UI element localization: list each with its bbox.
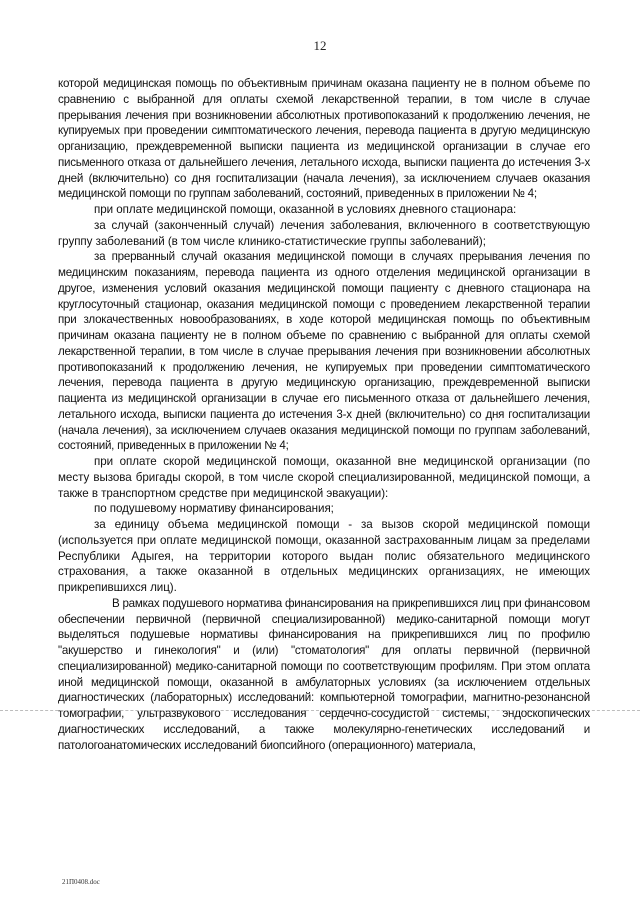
paragraph-emergency-care-intro: при оплате скорой медицинской помощи, оказанной вне медицинской организации (по месту вызова бригады скорой, в том числе скорой специализированной, медицинской помощи, а также в транспортном средстве при медицинской эвакуации): — [58, 455, 590, 500]
paragraph-interrupted-case: за прерванный случай оказания медицинской помощи в случаях прерывания лечения по медицинским показаниям, перевода пациента из одного отделения медицинской организации в другое, изменения условий оказания медицинской помощи пациенту с дневного стационара на круглосуточный стационар, оказания медицинской помощи с проведением лекарственной терапии при злокачественных новообразованиях, в ходе которой медицинская помощь по объективным причинам оказана пациенту не в полном объеме по сравнению с выбранной для оплаты схемой лекарственной терапии, в том числе в случае прерывания лечения при возникновении абсолютных противопоказаний к продолжению лечения, не купируемых при проведении симптоматического лечения, перевода пациента в другую медицинскую организацию, преждевременной выписки пациента из медицинской организации в случае его письменного отказа от дальнейшего лечения, летального исхода, выписки пациента до истечения 3-х дней (включительно) со дня госпитализации (начала лечения), за исключением случаев оказания медицинской помощи по группам заболеваний, состояний, приведенных в приложении № 4; — [58, 250, 590, 453]
paragraph-continuation: которой медицинская помощь по объективным причинам оказана пациенту не в полном объеме по сравнению с выбранной для оплаты схемой лекарственной терапии, в том числе в случае прерывания лечения при возникновении абсолютных противопоказаний к продолжению лечения, не купируемых при проведении симптоматического лечения, перевода пациента в другую медицинскую организацию, преждевременной выписки пациента из медицинской организации в случае его письменного отказа от дальнейшего лечения, летального исхода, выписки пациента до истечения 3-х дней (включительно) со дня госпитализации (начала лечения), за исключением случаев оказания медицинской помощи по группам заболеваний, состояний, приведенных в приложении № 4; — [58, 77, 590, 201]
page-number: 12 — [313, 38, 327, 53]
document-body — [58, 76, 590, 753]
paragraph-per-capita-standard: В рамках подушевого норматива финансирования на прикрепившихся лиц при финансовом обеспечении первичной (первичной специализированной) медико-санитарной помощи могут выделяться подушевые нормативы финансирования на прикрепившихся лиц по профилю "акушерство и гинекология" и (или) "стоматология" для оплаты первичной (первичной специализированной) медико-санитарной помощи по соответствующим профилям. При этом оплата иной медицинской помощи, оказанной в амбулаторных условиях (за исключением отдельных диагностических (лабораторных) исследований: компьютерной томографии, магнитно-резонансной томографии, ультразвукового исследования сердечно-сосудистой системы, эндоскопических диагностических исследований, а также молекулярно-генетических исследований и патологоанатомических исследований биопсийного (операционного) материала, — [58, 596, 591, 752]
footer-filename: 21П0408.doc — [62, 878, 100, 886]
scan-fold-line — [0, 710, 640, 711]
paragraph-per-capita: по подушевому нормативу финансирования; — [94, 502, 334, 516]
paragraph-completed-case: за случай (законченный случай) лечения заболевания, включенного в соответствующую группу заболеваний (в том числе клинико-статистические группы заболеваний); — [58, 218, 590, 248]
paragraph-day-hospital-intro: при оплате медицинской помощи, оказанной в условиях дневного стационара: — [94, 203, 517, 216]
paragraph-unit-of-volume: за единицу объема медицинской помощи - за вызов скорой медицинской помощи (используется при оплате медицинской помощи, оказанной застрахованным лицам за пределами Республики Адыгея, на территории которого выдан полис обязательного медицинского страхования, а также оказанной в отдельных медицинских организациях, не имеющих прикрепившихся лиц). — [58, 518, 590, 594]
